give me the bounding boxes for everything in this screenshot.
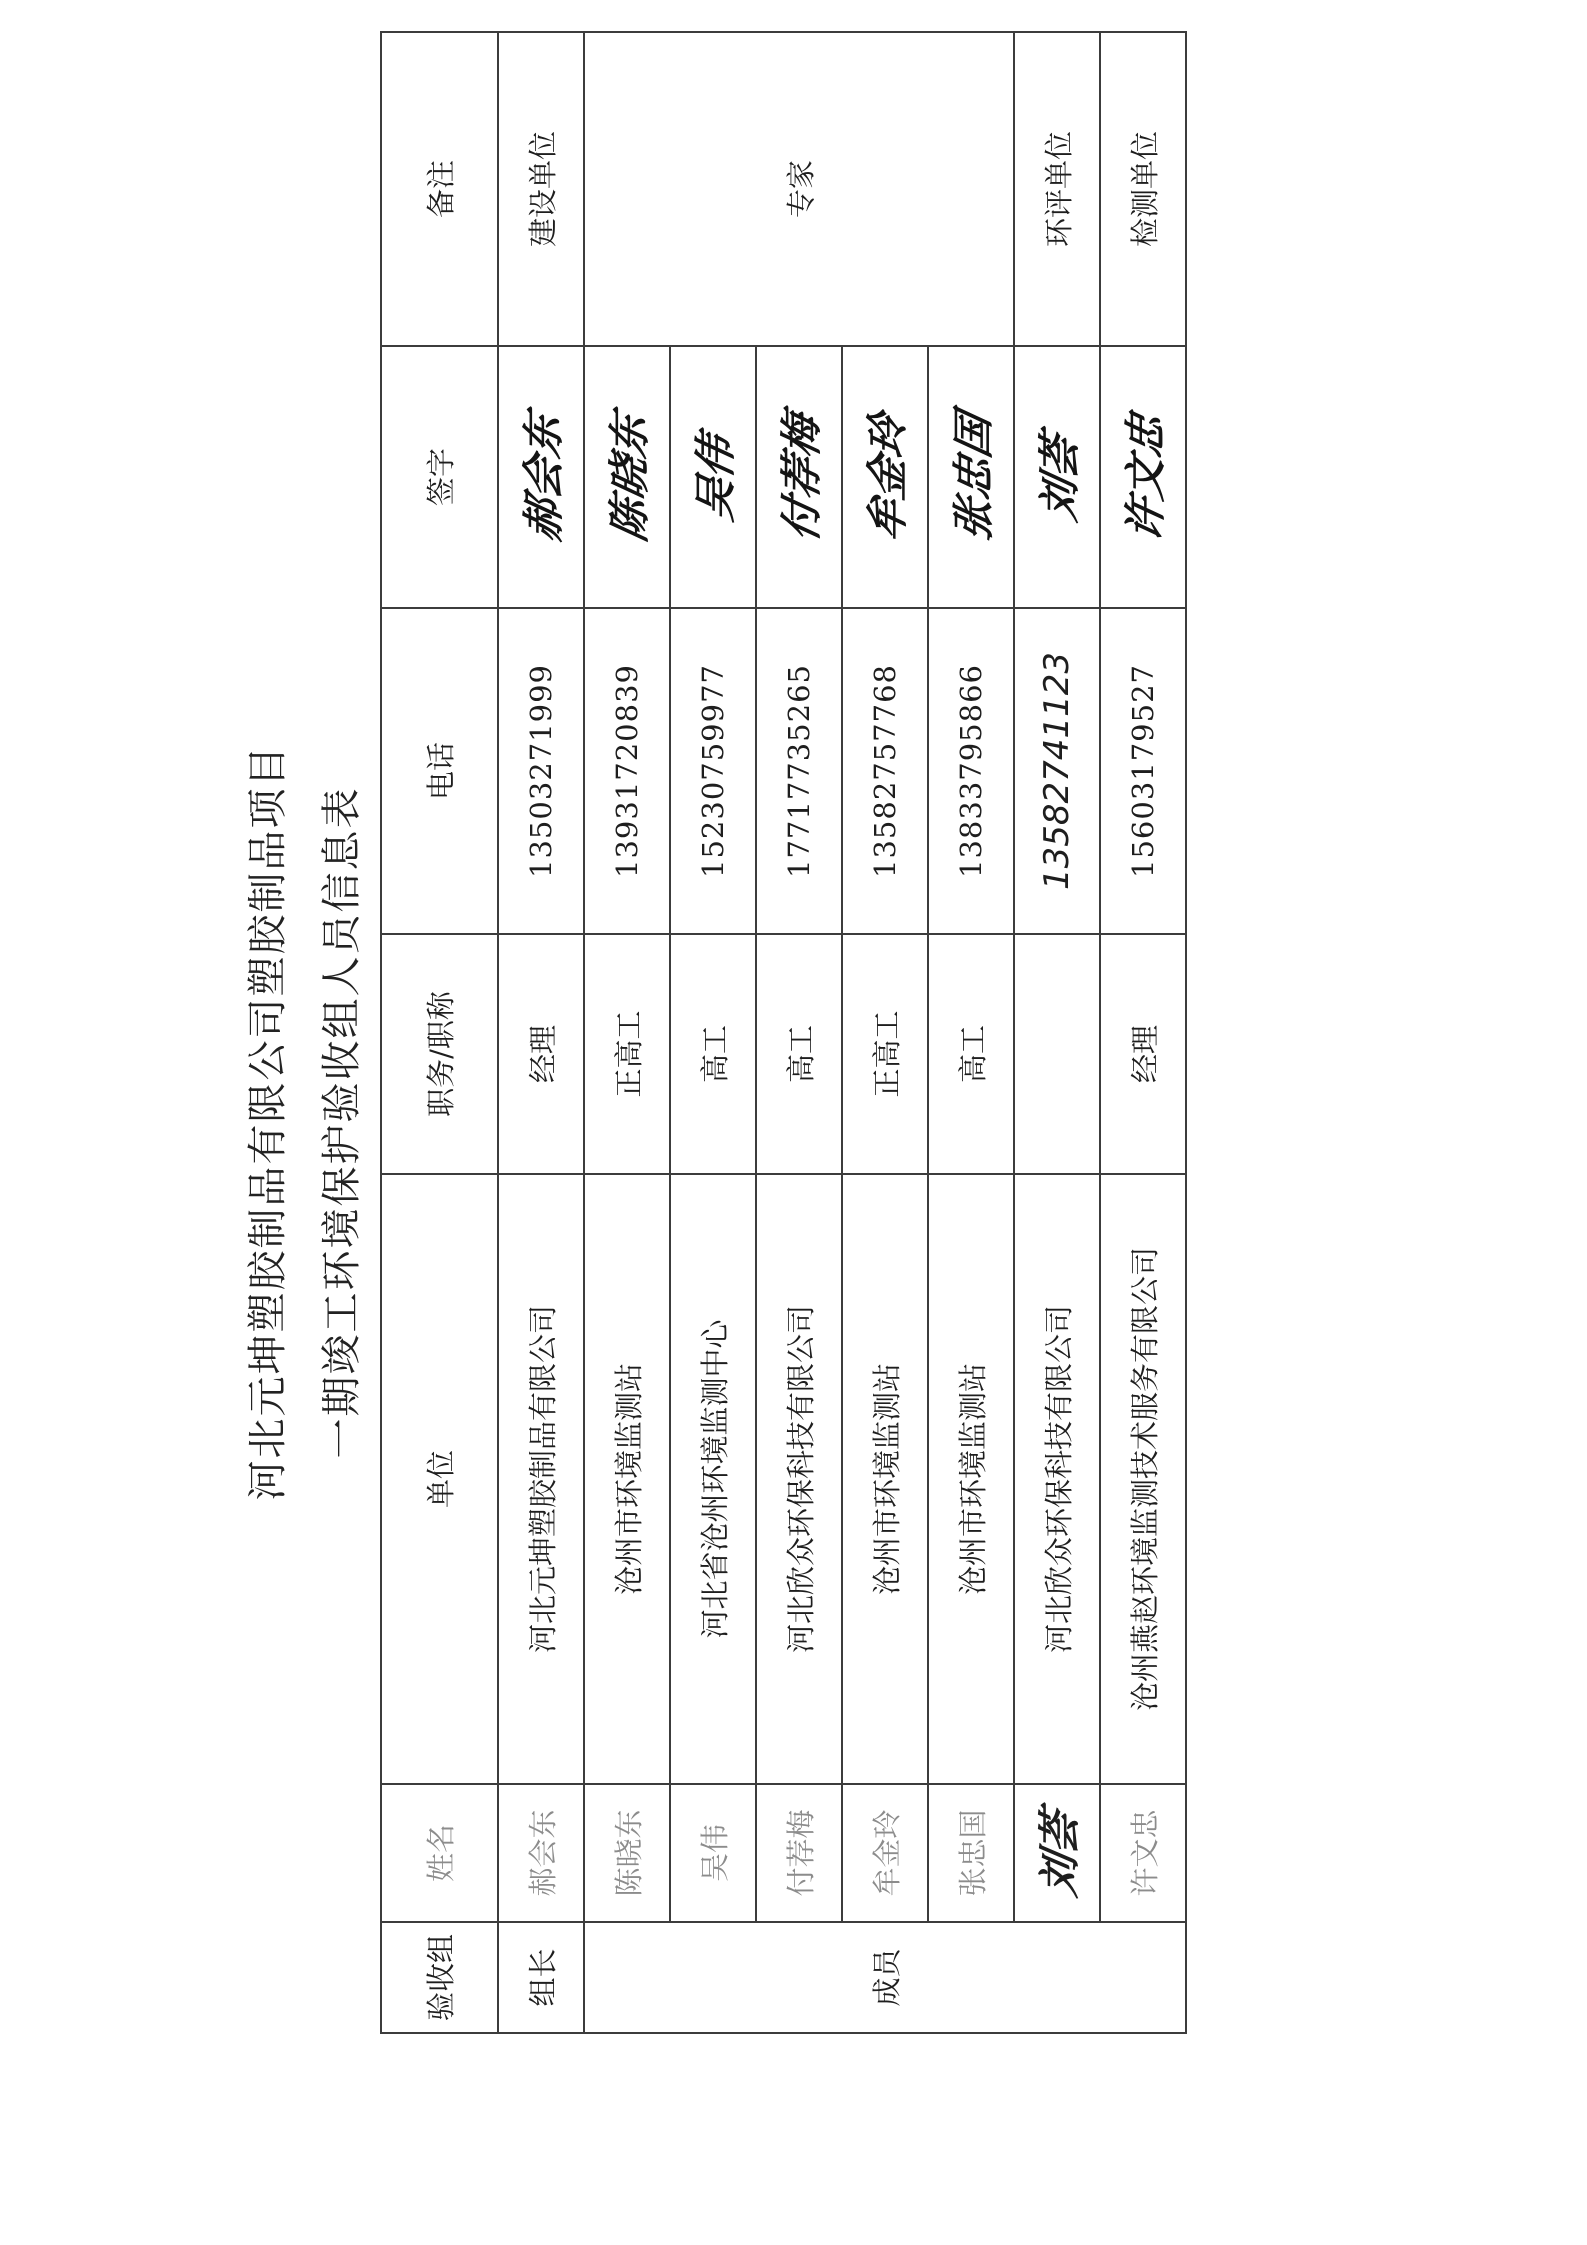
header-unit: 单位 <box>381 1174 498 1784</box>
cell-unit: 沧州市环境监测站 <box>584 1174 670 1784</box>
cell-name: 陈晓东 <box>584 1784 670 1922</box>
cell-name: 张忠国 <box>928 1784 1014 1922</box>
table-header-row <box>381 32 498 2033</box>
cell-unit: 沧州燕赵环境监测技术服务有限公司 <box>1100 1174 1186 1784</box>
cell-phone: 15230759977 <box>670 608 756 934</box>
cell-unit: 沧州市环境监测站 <box>842 1174 928 1784</box>
cell-title <box>1014 934 1100 1174</box>
cell-phone: 17717735265 <box>756 608 842 934</box>
cell-signature <box>498 346 584 608</box>
cell-signature <box>842 346 928 608</box>
cell-remark: 检测单位 <box>1100 32 1186 346</box>
cell-name: 付荐梅 <box>756 1784 842 1922</box>
handwritten-signature: 付荐梅 <box>777 409 826 546</box>
handwritten-name: 刘荟 <box>1035 1807 1084 1900</box>
cell-signature <box>756 346 842 608</box>
handwritten-signature: 许文忠 <box>1121 409 1170 546</box>
cell-unit: 河北省沧州环境监测中心 <box>670 1174 756 1784</box>
cell-phone: 13503271999 <box>498 608 584 934</box>
cell-signature <box>928 346 1014 608</box>
cell-title: 高工 <box>928 934 1014 1174</box>
handwritten-signature: 牟金玲 <box>863 409 912 546</box>
cell-title: 高工 <box>756 934 842 1174</box>
handwritten-signature: 郝会东 <box>519 409 568 546</box>
cell-title: 经理 <box>498 934 584 1174</box>
cell-signature <box>1014 346 1100 608</box>
cell-phone: 15603179527 <box>1100 608 1186 934</box>
group-label-leader: 组长 <box>498 1922 584 2033</box>
header-signature: 签字 <box>381 346 498 608</box>
table-row <box>1100 32 1186 2033</box>
cell-title: 高工 <box>670 934 756 1174</box>
cell-phone: 13582757768 <box>842 608 928 934</box>
header-name: 姓名 <box>381 1784 498 1922</box>
cell-unit: 河北元坤塑胶制品有限公司 <box>498 1174 584 1784</box>
cell-remark-experts: 专家 <box>584 32 1014 346</box>
handwritten-signature: 吴伟 <box>691 430 740 525</box>
cell-title: 正高工 <box>842 934 928 1174</box>
table-row <box>584 32 670 2033</box>
cell-name: 吴伟 <box>670 1784 756 1922</box>
cell-signature <box>584 346 670 608</box>
acceptance-team-table <box>380 31 1187 2034</box>
cell-title: 经理 <box>1100 934 1186 1174</box>
cell-remark: 建设单位 <box>498 32 584 346</box>
header-phone: 电话 <box>381 608 498 934</box>
cell-name: 许文忠 <box>1100 1784 1186 1922</box>
cell-signature <box>1100 346 1186 608</box>
table-row <box>498 32 584 2033</box>
cell-unit: 河北欣众环保科技有限公司 <box>756 1174 842 1784</box>
header-remark: 备注 <box>381 32 498 346</box>
document-subtitle: 一期竣工环境保护验收组人员信息表 <box>319 786 365 1459</box>
cell-name <box>1014 1784 1100 1922</box>
cell-unit: 河北欣众环保科技有限公司 <box>1014 1174 1100 1784</box>
cell-unit: 沧州市环境监测站 <box>928 1174 1014 1784</box>
table-row <box>1014 32 1100 2033</box>
cell-signature <box>670 346 756 608</box>
handwritten-signature: 张忠国 <box>949 409 998 546</box>
cell-remark: 环评单位 <box>1014 32 1100 346</box>
cell-phone: 13833795866 <box>928 608 1014 934</box>
group-label-members: 成员 <box>584 1922 1186 2033</box>
cell-phone: 13931720839 <box>584 608 670 934</box>
document-title: 河北元坤塑胶制品有限公司塑胶制品项目 <box>245 744 291 1501</box>
handwritten-signature: 陈晓东 <box>605 409 654 546</box>
handwritten-signature: 刘荟 <box>1035 430 1084 525</box>
header-title: 职务/职称 <box>381 934 498 1174</box>
cell-title: 正高工 <box>584 934 670 1174</box>
cell-name: 郝会东 <box>498 1784 584 1922</box>
header-group: 验收组 <box>381 1922 498 2033</box>
handwritten-phone: 13582741123 <box>1037 652 1077 890</box>
cell-phone <box>1014 608 1100 934</box>
cell-name: 牟金玲 <box>842 1784 928 1922</box>
